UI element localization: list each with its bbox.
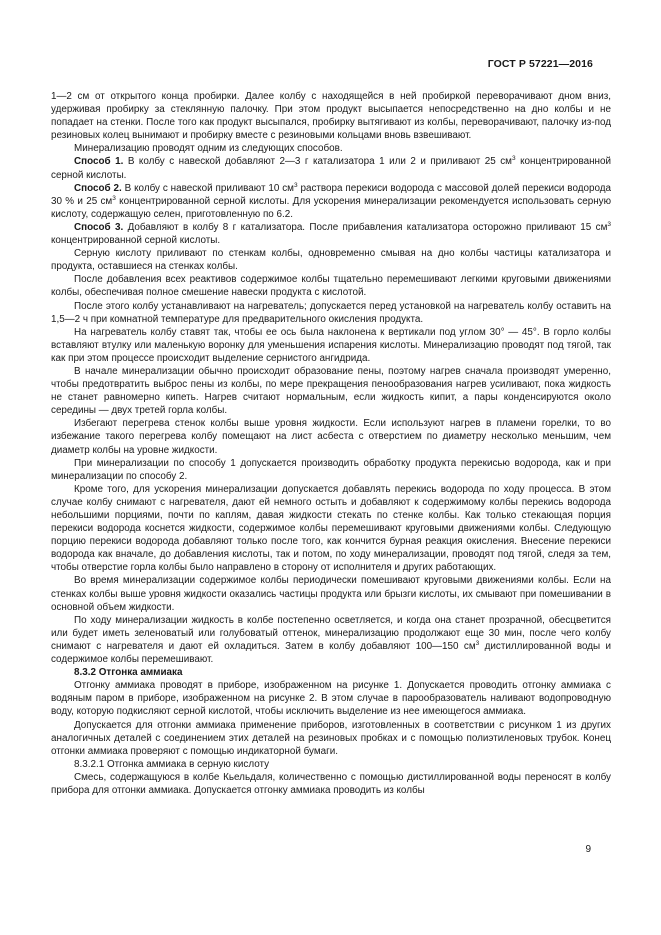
paragraph [51, 273, 611, 299]
paragraph [51, 142, 611, 155]
text-run: По ходу минерализации жидкость в колбе постепенно осветляется, и когда она станет прозрачной, обесцветится или будет иметь зеленоватый или голубоватый оттенок, минерализацию продолжают еще 30 мин, после чего колбу снимают с нагревателя и дают ей охладиться. Затем в колбу добавляют 100—150 см [51, 614, 611, 652]
text-run: концентрированной серной кислоты. [51, 235, 221, 247]
text-run: В колбу с навеской добавляют 2—3 г катализатора 1 или 2 и приливают 25 см [123, 156, 512, 168]
text-run: На нагреватель колбу ставят так, чтобы ее ось была наклонена к вертикали под углом 30° — 45°. В горло колбы вставляют втулку или маленькую воронку для уменьшения испарения кислоты. Минерализацию проводят под тягой, так как при этом процессе происходит выделение сернистого ангидрида. [51, 326, 611, 364]
method-label: Способ 2. [74, 182, 122, 194]
text-run: 8.3.2.1 Отгонка аммиака в серную кислоту [74, 758, 270, 770]
superscript: 3 [607, 220, 611, 228]
text-run: Во время минерализации содержимое колбы периодически помешивают круговыми движениями колбы. Если на стенках колбы выше уровня жидкости оказались частицы продукта или брызги кислоты, их смывают при помешивании в основной объем жидкости. [51, 575, 611, 613]
page-number: 9 [585, 844, 591, 855]
section-heading [51, 666, 611, 679]
superscript: 3 [511, 155, 516, 163]
paragraph [51, 758, 611, 771]
paragraph [51, 326, 611, 365]
document-header-standard-number: ГОСТ Р 57221—2016 [487, 58, 593, 70]
paragraph [51, 614, 611, 666]
text-run: концентрированной серной кислоты. [51, 156, 611, 181]
text-run: В колбу с навеской приливают 10 см [121, 182, 294, 194]
text-run: Допускается для отгонки аммиака применение приборов, изготовленных в соответствии с рисунком 1 из других аналогичных деталей с соединением этих деталей на резиновых пробках и с помощью полиэтиленовых трубок. Конец отгонки аммиака проверяют с помощью индикаторной бумаги. [51, 719, 611, 757]
text-run: После добавления всех реактивов содержимое колбы тщательно перемешивают легкими круговыми движениями колбы, обеспечивая полное смешение навески продукта с кислотой. [51, 274, 611, 299]
superscript: 3 [112, 194, 116, 202]
paragraph [51, 221, 611, 247]
text-run: Кроме того, для ускорения минерализации допускается добавлять перекись водорода по ходу процесса. В этом случае колбу снимают с нагревателя, дают ей немного остыть и добавляют к содержимому колбы перекись водорода небольшими порциями, почти по каплям, давая жидкости стекать по стенке колбы. Как только стекающая порция перекиси водорода коснется жидкости, содержимое колбы перемешивают круговыми движениями колбы. Следующую порцию перекиси водорода добавляют только после того, как кончится бурная реакция окисления. Внесение перекиси водорода как вначале, до добавления кислоты, так и потом, по ходу минерализации, проводят под тягой, следя за тем, чтобы отверстие горла колбы было направлено в сторону от исполнителя и других работающих. [51, 483, 611, 574]
paragraph [51, 771, 611, 797]
text-run: Серную кислоту приливают по стенкам колбы, одновременно смывая на дно колбы частицы катализатора и продукта, оставшиеся на стенках колбы. [51, 248, 611, 273]
text-run: Добавляют в колбу 8 г катализатора. После прибавления катализатора осторожно приливают 15 см [123, 221, 608, 233]
paragraph [51, 247, 611, 273]
superscript: 3 [475, 639, 480, 647]
paragraph [51, 719, 611, 758]
document-body [51, 90, 611, 797]
paragraph [51, 90, 611, 142]
paragraph [51, 155, 611, 181]
text-run: При минерализации по способу 1 допускается производить обработку продукта перекисью водорода, как и при минерализации по способу 2. [51, 457, 611, 482]
text-run: Отгонку аммиака проводят в приборе, изображенном на рисунке 1. Допускается проводить отгонку аммиака с водяным паром в приборе, изображенном на рисунке 2. В этом случае в парообразователь наливают водопроводную воду, которую подкисляют серной кислотой, чтобы исключить выделение из нее имеющегося аммиака. [51, 680, 611, 718]
text-run: концентрированной серной кислоты. Для ускорения минерализации рекомендуется использовать серную кислоту, содержащую селен, приготовленную по 6.2. [51, 195, 612, 220]
text-run: В начале минерализации обычно происходит образование пены, поэтому нагрев сначала производят умеренно, чтобы предотвратить выброс пены из колбы, по мере прекращения пенообразования нагрев усиливают, пока жидкость не станет равномерно кипеть. Нагрев считают нормальным, если жидкость кипит, а пары конденсируются около середины — двух третей горла колбы. [51, 365, 611, 417]
method-label: Способ 3. [74, 221, 124, 233]
text-run: Избегают перегрева стенок колбы выше уровня жидкости. Если используют нагрев в пламени горелки, то во избежание такого перегрева колбу помещают на лист асбеста с отверстием по диаметру несколько меньшим, чем диаметр колбы на уровне жидкости. [51, 418, 611, 456]
text-run: дистиллированной воды и содержимое колбы перемешивают. [51, 640, 612, 666]
paragraph [51, 417, 611, 456]
text-run: 1—2 см от открытого конца пробирки. Далее колбу с находящейся в ней пробиркой переворачивают дном вниз, удерживая пробирку за стеклянную палочку. При этом продукт высыпается непосредственно на дно колбы и не попадает на стенки. После того как продукт высыпался, пробирку вытягивают из колбы, переворачивают, палочку из-под резиновых колец вынимают и пробирку вместе с резиновыми кольцами вновь взвешивают. [51, 91, 611, 142]
superscript: 3 [293, 181, 298, 189]
text-run: 8.3.2 Отгонка аммиака [74, 667, 183, 679]
paragraph [51, 679, 611, 718]
paragraph [51, 483, 611, 575]
paragraph [51, 300, 611, 326]
text-run: После этого колбу устанавливают на нагреватель; допускается перед установкой на нагреватель колбу оставить на 1,5—2 ч при комнатной температуре для предварительного окисления продукта. [51, 300, 611, 325]
method-label: Способ 1. [74, 156, 124, 168]
text-run: Смесь, содержащуюся в колбе Кьельдаля, количественно с помощью дистиллированной воды переносят в колбу прибора для отгонки аммиака. Допускается отгонку аммиака проводить из колбы [51, 771, 611, 796]
paragraph [51, 457, 611, 483]
text-run: Минерализацию проводят одним из следующих способов. [74, 143, 343, 155]
paragraph [51, 182, 611, 221]
text-run: раствора перекиси водорода с массовой долей перекиси водорода 30 % и 25 см [51, 182, 611, 207]
paragraph [51, 574, 611, 613]
paragraph [51, 365, 611, 417]
